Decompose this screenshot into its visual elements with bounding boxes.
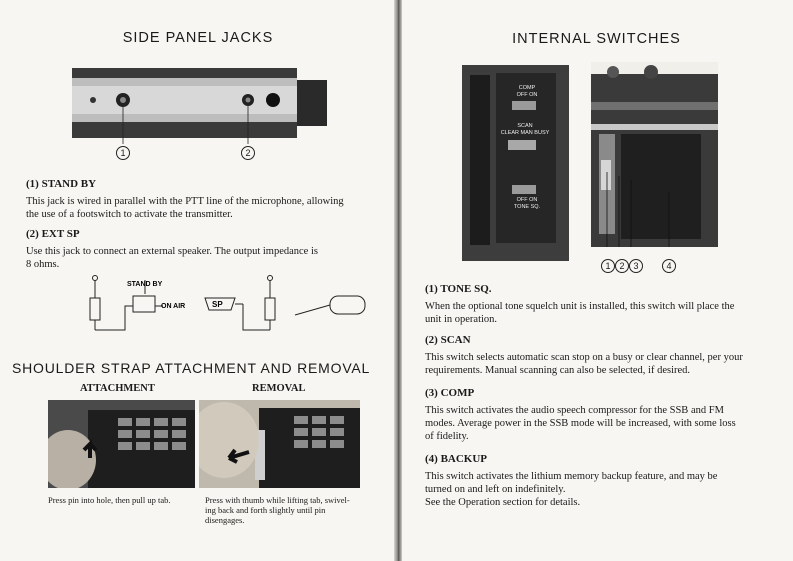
attachment-photo [48, 400, 195, 488]
on-air-label: ON AIR [161, 303, 186, 310]
scan-text-1: This switch selects automatic scan stop on a busy or clear channel, per your [425, 352, 743, 363]
comp-title: (3) COMP [425, 387, 475, 399]
callout-1: 1 [116, 146, 130, 160]
scan-title: (2) SCAN [425, 334, 471, 346]
stand-by-label: STAND BY [127, 281, 163, 288]
removal-caption-1: Press with thumb while lifting tab, swivel- [205, 495, 350, 505]
backup-title: (4) BACKUP [425, 453, 488, 465]
tone-off-on-label: OFF ON [516, 197, 538, 203]
removal-label: REMOVAL [252, 383, 306, 394]
stand-by-text-1: This jack is wired in parallel with the PTT line of the microphone, allowing [26, 196, 344, 207]
removal-caption-2: ing back and forth slightly until pin [205, 505, 326, 515]
backup-text-1: This switch activates the lithium memory backup feature, and may be [425, 471, 718, 482]
scan-text-2: requirements. Manual scanning can also be selected, if desired. [425, 365, 691, 376]
comp-text-3: of fidelity. [425, 431, 469, 442]
comp-text-2: modes. Average power in the SSB mode will be increased, with some loss [425, 418, 736, 429]
tone-sq-title: (1) TONE SQ. [425, 283, 492, 295]
comp-switch-label: COMP [518, 85, 536, 91]
callout-2: 2 [241, 146, 255, 160]
clear-man-busy-label: CLEAR MAN BUSY [500, 130, 550, 136]
callout-switch-2: 2 [615, 259, 629, 273]
ext-sp-title: (2) EXT SP [26, 228, 80, 240]
comp-text-1: This switch activates the audio speech compressor for the SSB and FM [425, 405, 724, 416]
backup-text-3: See the Operation section for details. [425, 497, 581, 508]
stand-by-title: (1) STAND BY [26, 178, 97, 190]
sp-label: SP [212, 300, 223, 309]
ext-sp-text-1: Use this jack to connect an external speaker. The output impedance is [26, 246, 318, 257]
backup-text-2: turned on and left on indefinitely. [425, 484, 566, 495]
attachment-caption: Press pin into hole, then pull up tab. [48, 495, 171, 505]
comp-off-on-label: OFF ON [516, 92, 538, 98]
side-panel-jacks-title: SIDE PANEL JACKS [122, 30, 274, 46]
tone-sq-text-2: unit in operation. [425, 314, 498, 325]
strap-section-title: SHOULDER STRAP ATTACHMENT AND REMOVAL [12, 360, 371, 376]
removal-caption-3: disengages. [205, 515, 245, 525]
scan-switch-label: SCAN [517, 123, 533, 129]
switch-panel-photo [462, 65, 569, 261]
internal-chassis-photo [591, 62, 718, 247]
callout-switch-3: 3 [629, 259, 643, 273]
tone-sq-switch-label: TONE SQ. [513, 204, 541, 210]
internal-switches-title: INTERNAL SWITCHES [512, 31, 681, 47]
wiring-diagram [85, 270, 375, 345]
callout-switch-4: 4 [662, 259, 676, 273]
attachment-label: ATTACHMENT [80, 383, 155, 394]
book-gutter [394, 0, 402, 561]
callout-switch-1: 1 [601, 259, 615, 273]
removal-photo [199, 400, 360, 488]
ext-sp-text-2: 8 ohms. [26, 259, 60, 270]
side-panel-illustration [68, 62, 338, 172]
stand-by-text-2: the use of a footswitch to activate the transmitter. [26, 209, 233, 220]
tone-sq-text-1: When the optional tone squelch unit is installed, this switch will place the [425, 301, 735, 312]
